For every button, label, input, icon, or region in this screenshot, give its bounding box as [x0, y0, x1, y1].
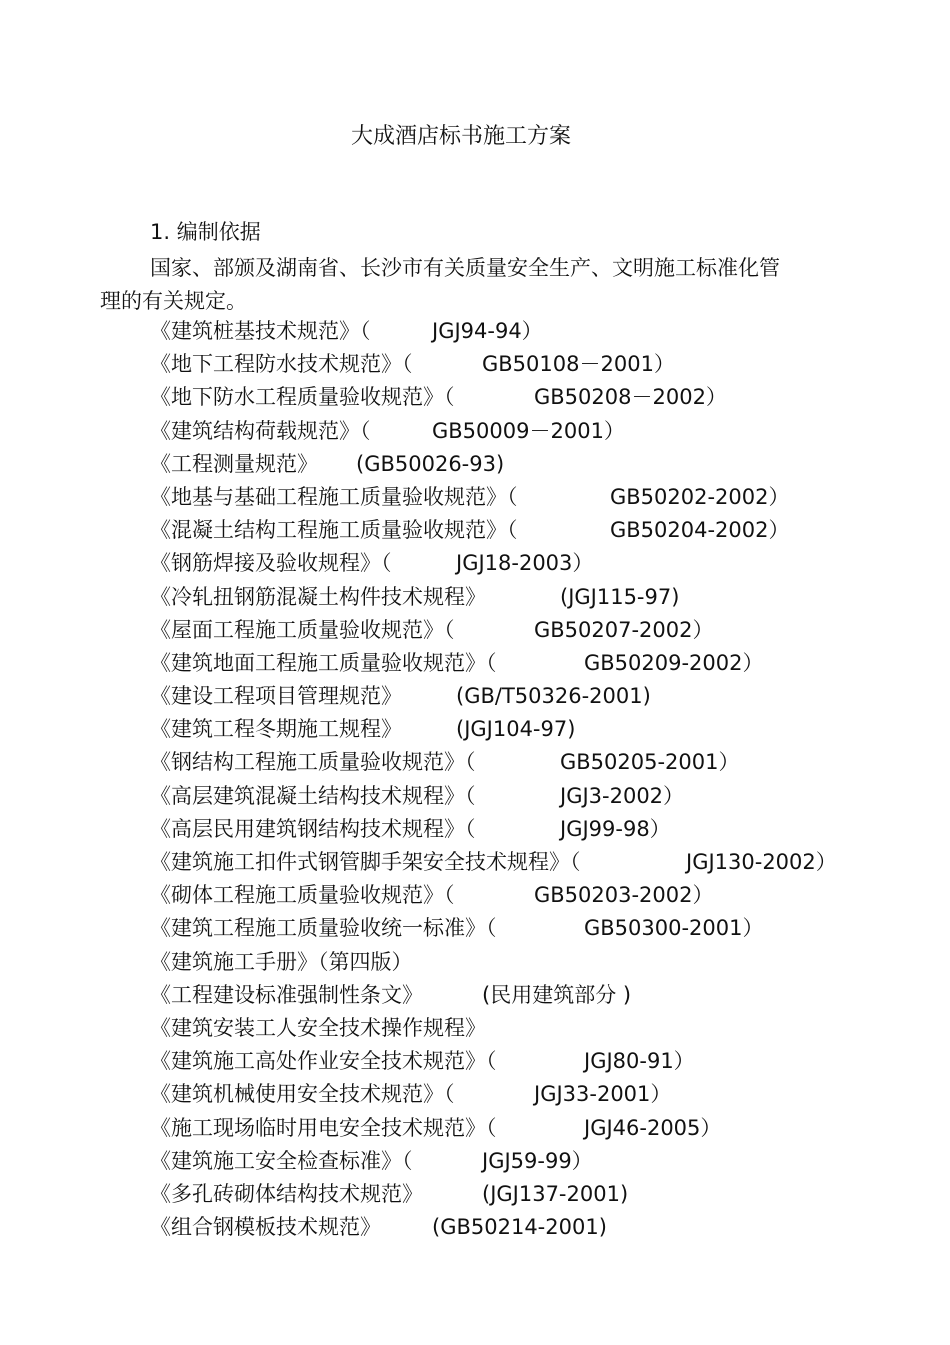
reference-code: GB50203-2002） — [534, 883, 714, 908]
reference-item — [150, 780, 685, 813]
reference-code: JGJ94-94） — [432, 319, 543, 343]
reference-code: GB50108－2001） — [482, 352, 675, 377]
reference-name: 《建筑施工高处作业安全技术规范》（ — [150, 1049, 497, 1074]
reference-code: JGJ18-2003） — [456, 551, 594, 576]
reference-name: 《钢筋焊接及验收规程》（ — [150, 551, 392, 576]
reference-item — [150, 946, 581, 979]
reference-code: JGJ80-91） — [584, 1049, 695, 1074]
document-title: 大成酒店标书施工方案 — [350, 124, 571, 149]
reference-name: 《建筑施工安全检查标准》（ — [150, 1148, 413, 1173]
reference-name: 《高层建筑混凝土结构技术规程》（ — [150, 783, 476, 808]
reference-code: GB50209-2002） — [584, 650, 764, 675]
reference-name: 《组合钢模板技术规范》 — [150, 1215, 381, 1240]
reference-name: 《建筑机械使用安全技术规范》（ — [150, 1082, 455, 1107]
reference-code: JGJ130-2002） — [686, 850, 837, 874]
reference-item — [150, 1211, 607, 1244]
reference-code: (GB50214-2001) — [432, 1215, 607, 1240]
reference-name: 《工程建设标准强制性条文》 — [150, 982, 423, 1007]
reference-item — [150, 1145, 593, 1178]
reference-name: 《砌体工程施工质量验收规范》（ — [150, 883, 455, 908]
reference-code: GB50204-2002） — [610, 518, 790, 543]
reference-item — [150, 1045, 695, 1078]
reference-item — [150, 1112, 722, 1145]
reference-item — [150, 581, 680, 614]
reference-name: 《多孔砖砌体结构技术规范》 — [150, 1181, 423, 1206]
reference-item — [150, 846, 837, 879]
reference-name: 《建筑安装工人安全技术操作规程》 — [150, 1015, 486, 1040]
reference-item — [150, 1078, 672, 1111]
reference-code: (GB/T50326-2001) — [456, 684, 651, 709]
reference-item — [150, 813, 671, 846]
reference-name: 《地基与基础工程施工质量验收规范》（ — [150, 484, 518, 509]
reference-name: 《建筑工程冬期施工规程》 — [150, 717, 402, 742]
reference-item — [150, 547, 594, 580]
reference-code: JGJ99-98） — [560, 816, 671, 841]
reference-item — [150, 381, 727, 414]
reference-name: 《建筑施工手册》（第四版） — [150, 949, 413, 974]
reference-name: 《地下工程防水技术规范》（ — [150, 352, 413, 377]
reference-name: 《建筑工程施工质量验收统一标准》（ — [150, 916, 497, 941]
reference-code: GB50208－2002） — [534, 385, 727, 410]
reference-code: (民用建筑部分 ) — [482, 982, 632, 1007]
reference-name: 《冷轧扭钢筋混凝土构件技术规程》 — [150, 584, 486, 609]
reference-code: GB50207-2002） — [534, 617, 714, 642]
reference-name: 《建筑桩基技术规范》（ — [150, 319, 371, 343]
reference-name: 《屋面工程施工质量验收规范》（ — [150, 617, 455, 642]
reference-item — [150, 514, 790, 547]
reference-item — [150, 680, 651, 713]
reference-item — [150, 979, 632, 1012]
reference-item — [150, 481, 790, 514]
reference-name: 《地下防水工程质量验收规范》（ — [150, 385, 455, 410]
reference-item — [150, 1012, 581, 1045]
reference-name: 《建设工程项目管理规范》 — [150, 684, 402, 709]
reference-item — [150, 614, 714, 647]
reference-item — [150, 415, 625, 448]
reference-item — [150, 315, 581, 348]
reference-list — [150, 315, 837, 1244]
reference-item — [150, 348, 675, 381]
reference-code: GB50205-2001） — [560, 750, 740, 775]
reference-name: 《钢结构工程施工质量验收规范》（ — [150, 750, 476, 775]
reference-item — [150, 879, 714, 912]
reference-code: JGJ3-2002） — [560, 783, 685, 808]
reference-item — [150, 746, 740, 779]
reference-name: 《建筑施工扣件式钢管脚手架安全技术规程》（ — [150, 850, 581, 874]
reference-item — [150, 647, 764, 680]
reference-code: GB50009－2001） — [432, 418, 625, 443]
reference-item — [150, 1178, 629, 1211]
reference-name: 《建筑结构荷载规范》（ — [150, 418, 371, 443]
reference-item — [150, 912, 764, 945]
reference-code: (JGJ104-97) — [456, 717, 576, 742]
reference-item — [150, 713, 581, 746]
reference-name: 《工程测量规范》 — [150, 451, 318, 476]
reference-code: (GB50026-93) — [356, 451, 505, 476]
reference-item — [150, 448, 581, 481]
reference-code: GB50202-2002） — [610, 484, 790, 509]
section-heading: 1. 编制依据 — [150, 220, 261, 244]
reference-name: 《建筑地面工程施工质量验收规范》（ — [150, 650, 497, 675]
reference-name: 《高层民用建筑钢结构技术规程》（ — [150, 816, 476, 841]
reference-code: (JGJ115-97) — [560, 584, 680, 609]
reference-code: JGJ46-2005） — [584, 1115, 722, 1140]
reference-name: 《混凝土结构工程施工质量验收规范》（ — [150, 518, 518, 543]
reference-code: JGJ59-99） — [482, 1148, 593, 1173]
reference-code: GB50300-2001） — [584, 916, 764, 941]
intro-paragraph — [100, 252, 800, 318]
intro-text: 国家、部颁及湖南省、长沙市有关质量安全生产、文明施工标准化管理的有关规定。 — [100, 256, 780, 313]
reference-code: JGJ33-2001） — [534, 1082, 672, 1107]
reference-code: (JGJ137-2001) — [482, 1181, 629, 1206]
reference-name: 《施工现场临时用电安全技术规范》（ — [150, 1115, 497, 1140]
